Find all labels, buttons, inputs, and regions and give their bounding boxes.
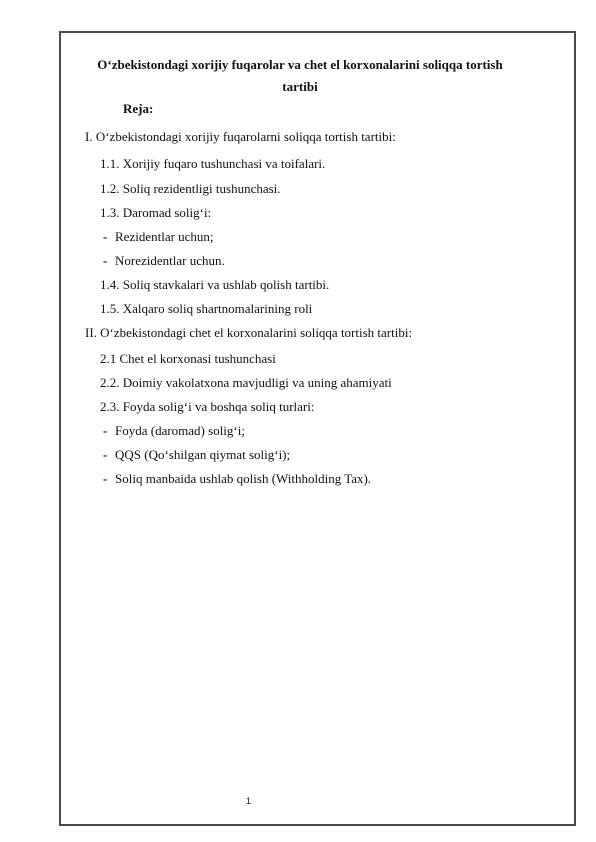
section-2-item-3: 2.3. Foyda solig‘i va boshqa soliq turlari: bbox=[100, 399, 315, 414]
section-2-heading: II. O‘zbekistondagi chet el korxonalarini soliqqa tortish tartibi: bbox=[85, 325, 413, 340]
dash-bullet: - bbox=[103, 447, 108, 462]
subitem-text: QQS (Qo‘shilgan qiymat solig‘i); bbox=[115, 447, 291, 462]
section-2-item-1: 2.1 Chet el korxonasi tushunchasi bbox=[100, 351, 276, 366]
section-2-subitem-2 bbox=[103, 447, 290, 463]
section-1-heading: I. O‘zbekistondagi xorijiy fuqarolarni soliqqa tortish tartibi: bbox=[85, 129, 396, 144]
dash-bullet: - bbox=[103, 423, 108, 438]
section-1-item-5: 1.5. Xalqaro soliq shartnomalarining roli bbox=[100, 301, 313, 316]
section-1-subitem-1 bbox=[103, 229, 214, 245]
section-2-subitem-1 bbox=[103, 423, 245, 439]
section-1-item-1: 1.1. Xorijiy fuqaro tushunchasi va toifalari. bbox=[100, 156, 326, 171]
document-title bbox=[80, 54, 520, 98]
title-line-2: tartibi bbox=[282, 79, 318, 94]
dash-bullet: - bbox=[103, 229, 108, 244]
title-line-1: O‘zbekistondagi xorijiy fuqarolar va chet el korxonalarini soliqqa tortish bbox=[97, 57, 503, 72]
subitem-text: Norezidentlar uchun. bbox=[115, 253, 225, 268]
subitem-text: Rezidentlar uchun; bbox=[115, 229, 214, 244]
page-number: 1 bbox=[246, 796, 252, 806]
subitem-text: Foyda (daromad) solig‘i; bbox=[115, 423, 245, 438]
section-2-item-2: 2.2. Doimiy vakolatxona mavjudligi va uning ahamiyati bbox=[100, 375, 392, 390]
dash-bullet: - bbox=[103, 253, 108, 268]
subitem-text: Soliq manbaida ushlab qolish (Withholding Tax). bbox=[115, 471, 372, 486]
plan-label: Reja: bbox=[123, 101, 154, 116]
section-1-subitem-2 bbox=[103, 253, 225, 269]
dash-bullet: - bbox=[103, 471, 108, 486]
section-2-subitem-3 bbox=[103, 471, 371, 487]
section-1-item-4: 1.4. Soliq stavkalari va ushlab qolish tartibi. bbox=[100, 277, 330, 292]
section-1-item-2: 1.2. Soliq rezidentligi tushunchasi. bbox=[100, 181, 281, 196]
section-1-item-3: 1.3. Daromad solig‘i: bbox=[100, 205, 212, 220]
